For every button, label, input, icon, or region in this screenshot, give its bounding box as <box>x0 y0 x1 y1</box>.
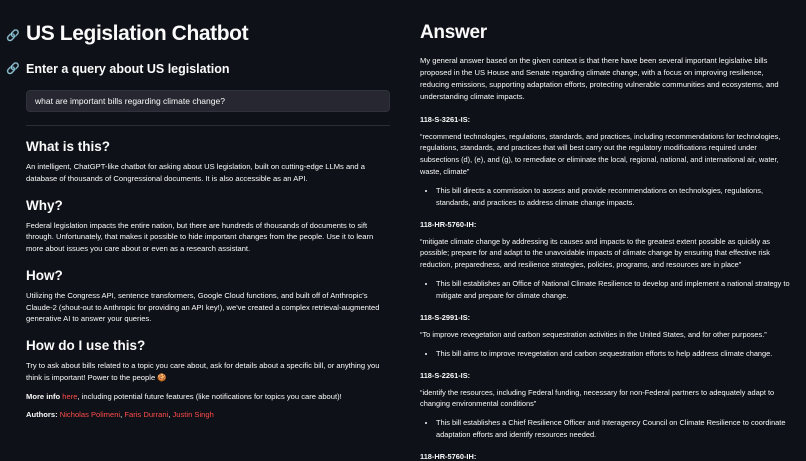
divider <box>26 125 390 126</box>
section-heading-why: Why? <box>26 197 63 213</box>
bill-summary-list <box>420 185 794 209</box>
result-item <box>420 313 794 360</box>
more-info-link[interactable]: here <box>62 391 78 401</box>
result-item <box>420 220 794 302</box>
authors-label: Authors: <box>26 410 58 420</box>
section-heading-what-is-this: What is this? <box>26 139 110 154</box>
author-link-2[interactable]: Faris Durrani <box>124 410 169 420</box>
list-item: • This bill establishes an Office of National Climate Resilience to develop and implement a national strategy to mitigate and prepare for climate change. <box>436 278 794 302</box>
bill-id: 118-S-2991-IS: <box>420 312 471 322</box>
left-panel <box>0 0 404 420</box>
list-item: • This bill aims to improve revegetation and carbon sequestration efforts to help address climate change. <box>436 348 794 360</box>
bill-quote: “identify the resources, including Federal funding, necessary for non-Federal partners to adequately adapt to changing environmental conditions” <box>420 387 775 409</box>
more-info-suffix: , including potential future features (like notifications for topics you care about)! <box>77 391 342 401</box>
link-anchor-icon[interactable]: 🔗 <box>6 30 20 42</box>
result-item <box>420 452 794 461</box>
bill-id: 118-S-2261-IS: <box>420 370 471 380</box>
bill-id: 118-HR-5760-IH: <box>420 451 477 461</box>
section-body-what-is-this: An intelligent, ChatGPT-like chatbot for asking about US legislation, built on cutting-edge LLMs and a database of thousands of Congressional documents. It is also accessible as an API. <box>26 162 365 183</box>
more-info-prefix: More info <box>26 391 61 401</box>
result-item <box>420 115 794 209</box>
bill-summary-list <box>420 417 794 441</box>
result-item <box>420 371 794 441</box>
list-item: • This bill establishes a Chief Resilience Officer and Interagency Council on Climate Resilience to coordinate adaptation efforts and identify resources needed. <box>436 417 794 441</box>
bill-summary-list <box>420 348 794 360</box>
query-input[interactable] <box>26 90 390 112</box>
bill-id: 118-S-3261-IS: <box>420 114 471 124</box>
page-title: US Legislation Chatbot <box>26 22 249 45</box>
section-body-why: Federal legislation impacts the entire nation, but there are hundreds of thousands of documents to sift through. Unfortunately, that makes it possible to hide important changes from the people. Use it to learn more about issues you care about or even as a research assistant. <box>26 220 374 254</box>
bill-quote: “To improve revegetation and carbon sequestration activities in the United States, and for other purposes.” <box>420 329 767 339</box>
section-heading-how: How? <box>26 267 63 283</box>
bill-id: 118-HR-5760-IH: <box>420 219 477 229</box>
author-link-3[interactable]: Justin Singh <box>172 410 214 420</box>
bill-summary-list <box>420 278 794 302</box>
list-item: • This bill directs a commission to assess and provide recommendations on technologies, regulations, standards, and practices to address climate change impacts. <box>436 185 794 209</box>
link-anchor-icon[interactable]: 🔗 <box>6 63 20 75</box>
authors-line: Authors: Nicholas Polimeni, Faris Durrani, Justin Singh <box>26 410 214 420</box>
section-heading-how-do-i-use-this: How do I use this? <box>26 338 146 354</box>
more-info-line <box>26 391 390 403</box>
section-body-how-do-i-use-this: Try to ask about bills related to a topic you care about, ask for details about a specific bill, or anything you think is important! Power to the people 🍪 <box>26 361 380 382</box>
query-input-value: what are important bills regarding climate change? <box>35 96 225 106</box>
section-body-how: Utilizing the Congress API, sentence transformers, Google Cloud functions, and built off of Anthropic's Claude-2 (shout-out to Anthropic for providing an API key!), we've created a complex retrieval-augmented generative AI to answer your queries. <box>26 290 380 324</box>
answer-panel <box>404 0 806 461</box>
answer-title: Answer <box>420 22 487 43</box>
bill-quote: “recommend technologies, regulations, standards, and practices, including recommendations for technologies, regulations, standards, and practices that will best carry out the regulatory modifications required under subsections (d), (e), and (g), to remediate or eliminate the local, regional, national, and international air, water, waste, climate” <box>420 131 781 177</box>
bill-quote: “mitigate climate change by addressing its causes and impacts to the greatest extent possible as quickly as possible; prepare for and adapt to the unavoidable impacts of climate change by ensuring that effective risk reduction, preparedness, and resilience strategies, policies, programs, and resources are in place” <box>420 236 771 270</box>
query-prompt-label: Enter a query about US legislation <box>26 62 230 76</box>
answer-intro: My general answer based on the given context is that there have been several important legislative bills proposed in the US House and Senate regarding climate change, with a focus on improving resilience, reducing emissions, supporting adaptation efforts, protecting vulnerable communities and ecosystems, and understanding climate impacts. <box>420 56 779 102</box>
author-link-1[interactable]: Nicholas Polimeni <box>59 410 121 420</box>
